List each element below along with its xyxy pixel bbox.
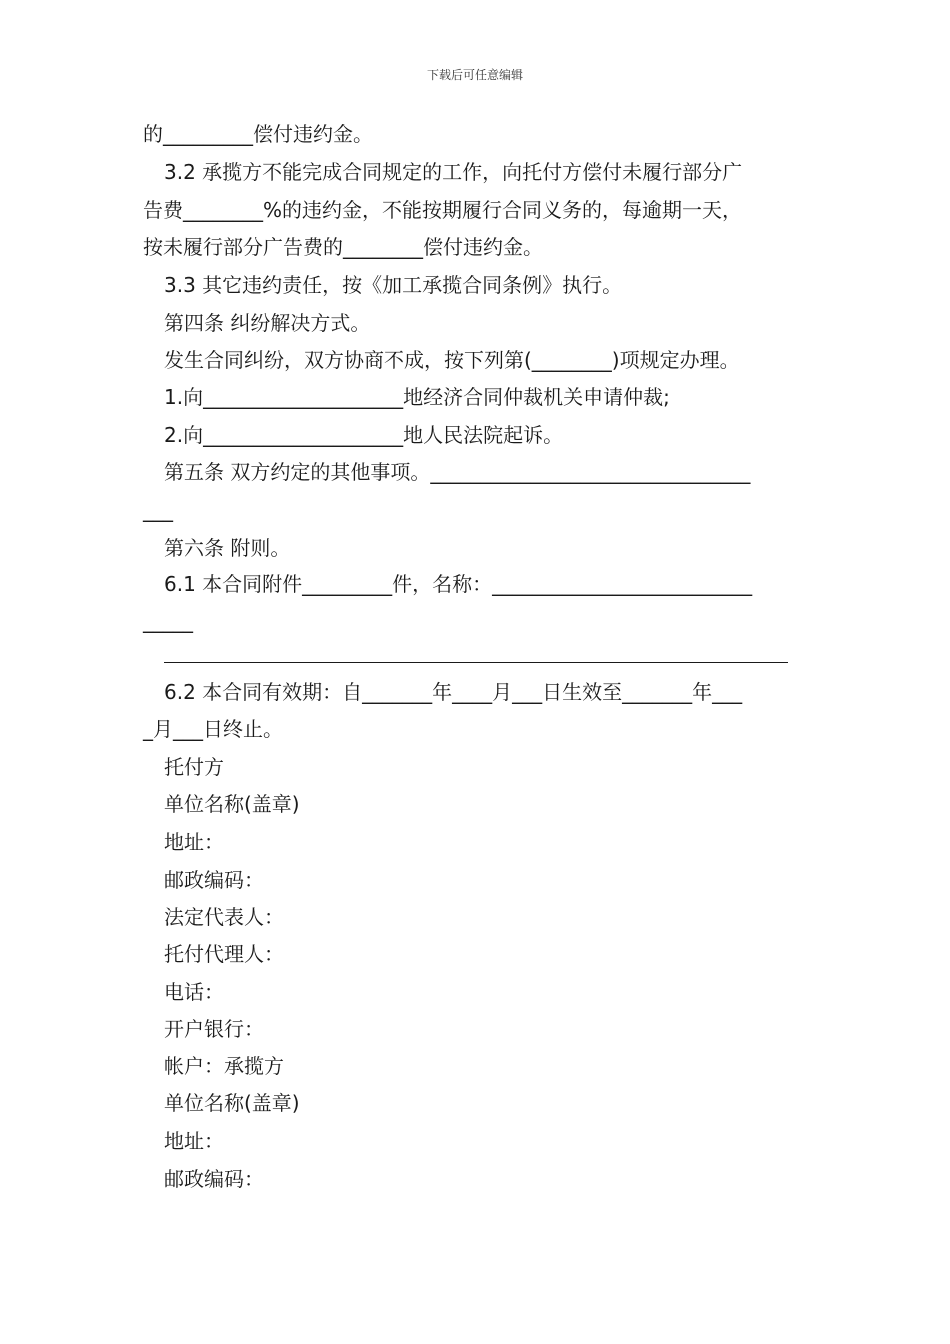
article-4-heading: 第四条 纠纷解决方式。 bbox=[164, 311, 371, 335]
client-agent: 托付代理人： bbox=[164, 942, 284, 966]
arbitration-option: 1.向____________________地经济合同仲裁机关申请仲裁; bbox=[164, 385, 670, 409]
paragraph-3-1-tail: 的_________偿付违约金。 bbox=[143, 122, 373, 146]
contractor-postal-code: 邮政编码： bbox=[164, 1167, 264, 1191]
clause-3-3: 3.3 其它违约责任，按《加工承揽合同条例》执行。 bbox=[164, 273, 623, 297]
blank-fill-line bbox=[164, 662, 788, 663]
clause-6-2-line-2: _月___日终止。 bbox=[143, 717, 283, 741]
client-address: 地址： bbox=[164, 830, 224, 854]
clause-3-2-line-3: 按未履行部分广告费的________偿付违约金。 bbox=[143, 235, 543, 259]
client-legal-representative: 法定代表人： bbox=[164, 905, 284, 929]
article-5-line-1: 第五条 双方约定的其他事项。________________________________ bbox=[164, 460, 751, 484]
client-account-contractor-heading: 帐户：承揽方 bbox=[164, 1054, 284, 1078]
client-bank: 开户银行： bbox=[164, 1017, 264, 1041]
client-postal-code: 邮政编码： bbox=[164, 868, 264, 892]
clause-3-2-line-1: 3.2 承揽方不能完成合同规定的工作，向托付方偿付未履行部分广 bbox=[164, 160, 743, 184]
contractor-address: 地址： bbox=[164, 1129, 224, 1153]
contractor-unit-name: 单位名称(盖章) bbox=[164, 1091, 300, 1115]
clause-6-1-line-2: _____ bbox=[143, 609, 193, 633]
dispute-resolution-text: 发生合同纠纷，双方协商不成，按下列第(________)项规定办理。 bbox=[164, 348, 740, 372]
client-phone: 电话： bbox=[164, 980, 224, 1004]
clause-6-1-line-1: 6.1 本合同附件_________件，名称：__________________________ bbox=[164, 572, 753, 596]
court-option: 2.向____________________地人民法院起诉。 bbox=[164, 423, 564, 447]
article-5-line-2: ___ bbox=[143, 498, 173, 522]
page-header: 下载后可任意编辑 bbox=[426, 68, 523, 82]
clause-3-2-line-2: 告费________%的违约金，不能按期履行合同义务的，每逾期一天， bbox=[143, 198, 743, 222]
client-party-heading: 托付方 bbox=[164, 755, 224, 779]
client-unit-name: 单位名称(盖章) bbox=[164, 792, 300, 816]
article-6-heading: 第六条 附则。 bbox=[164, 536, 291, 560]
clause-6-2-line-1: 6.2 本合同有效期：自_______年____月___日生效至_______年___ bbox=[164, 680, 743, 704]
